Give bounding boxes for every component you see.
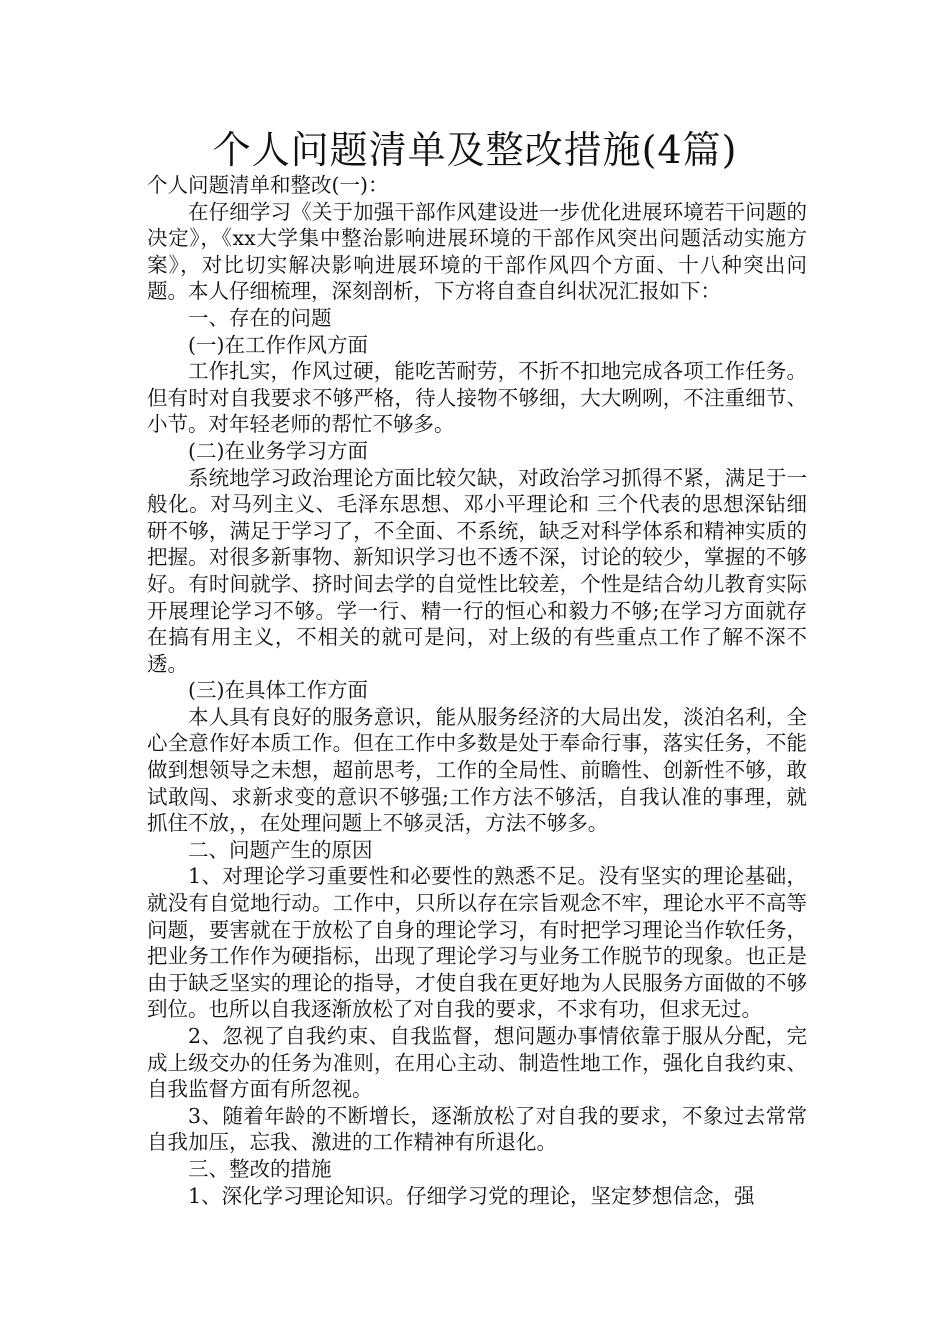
paragraph: (一)在工作作风方面	[188, 332, 368, 357]
paragraph: 二、问题产生的原因	[188, 837, 373, 862]
paragraph: 个人问题清单和整改(一)：	[147, 173, 389, 197]
paragraph: 工作扎实，作风过硬，能吃苦耐劳，不折不扣地完成各项工作任务。但有时对自我要求不够严格，待人接物不够细，大大咧咧，不注重细节、小节。对年轻老师的帮忙不够多。	[147, 359, 807, 437]
paragraph: 系统地学习政治理论方面比较欠缺，对政治学习抓得不紧，满足于一般化。对马列主义、毛泽东思想、邓小平理论和 三个代表的思想深钻细研不够，满足于学习了，不全面、不系统，缺乏对科学体系和精神实质的把握。对很多新事物、新知识学习也不透不深，讨论的较少，掌握的不够好。有时间就学、挤时间去学的自觉性比较差，个性是结合幼儿教育实际开展理论学习不够。学一行、精一行的恒心和毅力不够;在学习方面就存在搞有用主义，不相关的就可是问，对上级的有些重点工作了解不深不透。	[147, 465, 807, 676]
paragraph: (三)在具体工作方面	[188, 678, 368, 703]
paragraph: 三、整改的措施	[188, 1156, 332, 1181]
paragraph: 2、忽视了自我约束、自我监督，想问题办事情依靠于服从分配，完成上级交办的任务为准则，在用心主动、制造性地工作，强化自我约束、自我监督方面有所忽视。	[147, 1024, 807, 1102]
paragraph: 一、存在的问题	[188, 305, 332, 330]
paragraph: 在仔细学习《关于加强干部作风建设进一步优化进展环境若干问题的决定》，《xx大学集中整治影响进展环境的干部作风突出问题活动实施方案》，对比切实解决影响进展环境的干部作风四个方面、十八种突出问题。本人仔细梳理，深刻剖析，下方将自查自纠状况汇报如下：	[147, 199, 807, 304]
paragraph: 1、对理论学习重要性和必要性的熟悉不足。没有坚实的理论基础，就没有自觉地行动。工作中，只所以存在宗旨观念不牢，理论水平不高等问题，要害就在于放松了自身的理论学习，有时把学习理论当作软任务，把业务工作作为硬指标，出现了理论学习与业务工作脱节的现象。也正是由于缺乏坚实的理论的指导，才使自我在更好地为人民服务方面做的不够到位。也所以自我逐渐放松了对自我的要求，不求有功，但求无过。	[147, 864, 807, 1022]
paragraph: 1、深化学习理论知识。仔细学习党的理论，坚定梦想信念，强	[188, 1183, 755, 1208]
paragraph: 本人具有良好的服务意识，能从服务经济的大局出发，淡泊名利，全心全意作好本质工作。但在工作中多数是处于奉命行事，落实任务，不能做到想领导之未想，超前思考，工作的全局性、前瞻性、创新性不够，敢试敢闯、求新求变的意识不够强;工作方法不够活，自我认准的事理，就抓住不放，，在处理问题上不够灵活，方法不够多。	[147, 704, 807, 836]
document-title: 个人问题清单及整改措施(4篇)	[212, 128, 738, 172]
document-body	[147, 172, 807, 1209]
paragraph: (二)在业务学习方面	[188, 438, 368, 463]
paragraph: 3、随着年龄的不断增长，逐渐放松了对自我的要求，不象过去常常自我加压，忘我、激进的工作精神有所退化。	[147, 1103, 807, 1155]
